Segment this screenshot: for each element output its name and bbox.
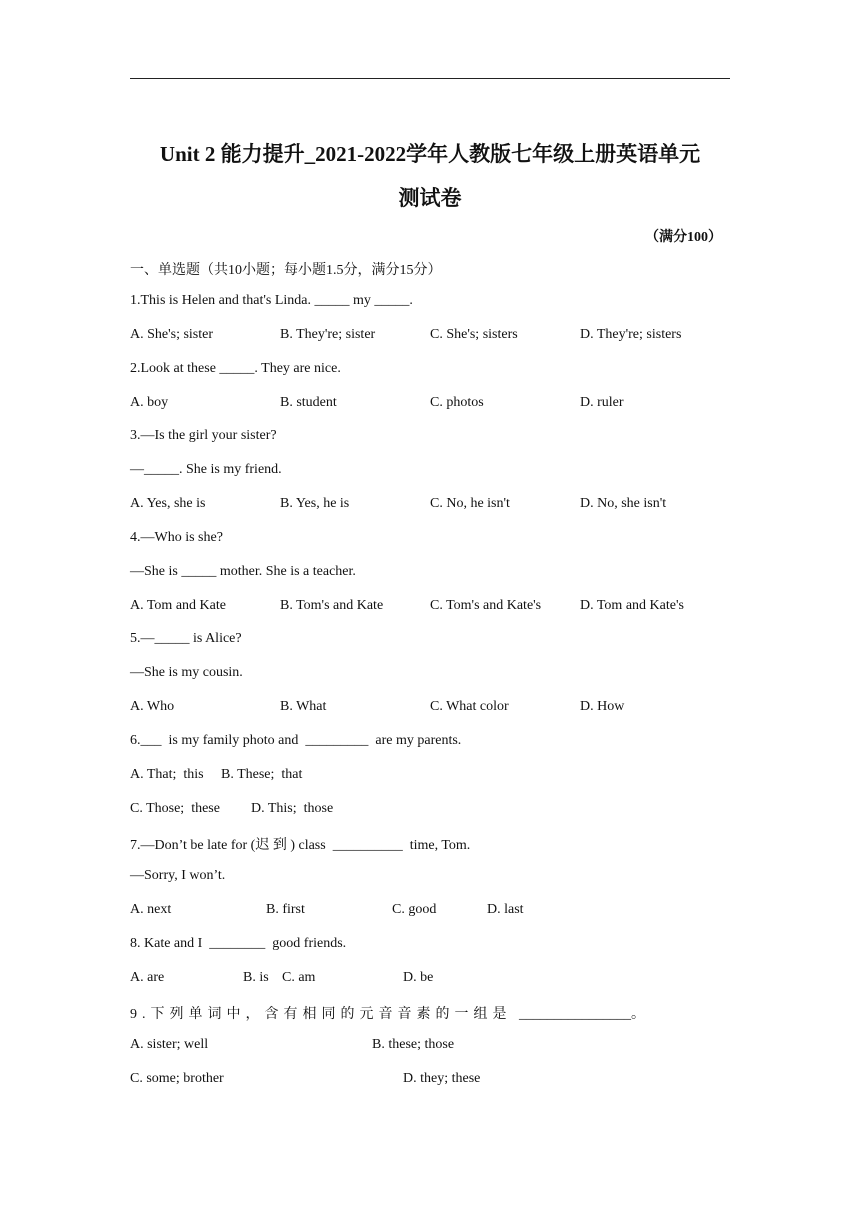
question-5-option-b: B. What: [280, 699, 327, 714]
question-8-option-c: C. am: [282, 970, 316, 985]
question-5-option-c: C. What color: [430, 699, 509, 714]
question-3-option-b: B. Yes, he is: [280, 496, 350, 511]
question-5-stem-reply: —She is my cousin.: [130, 665, 243, 680]
question-4-option-b: B. Tom's and Kate: [280, 598, 384, 613]
question-3-stem: 3.—Is the girl your sister?: [130, 428, 277, 443]
question-4-stem: 4.—Who is she?: [130, 530, 223, 545]
question-6-stem: 6.___ is my family photo and _________ are my parents.: [130, 733, 462, 748]
question-9-answer-blank: ________________。: [519, 1007, 645, 1022]
question-6-option-a: A. That; this: [130, 767, 204, 782]
question-1-option-a: A. She's; sister: [130, 327, 214, 342]
question-6-option-b: B. These; that: [221, 767, 303, 782]
question-2-option-c: C. photos: [430, 395, 484, 410]
header-rule: [130, 78, 730, 79]
question-2-option-b: B. student: [280, 395, 337, 410]
question-5-option-d: D. How: [580, 699, 625, 714]
section-heading: 一、单选题（共10小题；每小题1.5分，满分15分）: [130, 263, 442, 278]
page-title-line-2: 测试卷: [398, 186, 462, 210]
question-1-stem: 1.This is Helen and that's Linda. _____ my _____.: [130, 293, 413, 308]
question-7-option-d: D. last: [487, 902, 524, 917]
question-5-option-a: A. Who: [130, 699, 175, 714]
question-8-option-d: D. be: [403, 970, 434, 985]
question-9-option-d: D. they; these: [403, 1071, 481, 1086]
question-4-stem-reply: —She is _____ mother. She is a teacher.: [130, 564, 356, 579]
question-1-option-c: C. She's; sisters: [430, 327, 518, 342]
question-4-option-c: C. Tom's and Kate's: [430, 598, 542, 613]
question-8-option-b: B. is: [243, 970, 269, 985]
question-8-stem: 8. Kate and I ________ good friends.: [130, 936, 347, 951]
question-7-stem: 7.—Don’t be late for (迟 到 ) class __________ time, Tom.: [130, 838, 471, 853]
question-9-stem: 9.下列单词中，含有相同的元音音素的一组是: [130, 1007, 512, 1022]
question-7-stem-reply: —Sorry, I won’t.: [130, 868, 226, 883]
question-9-option-c: C. some; brother: [130, 1071, 224, 1086]
question-3-option-d: D. No, she isn't: [580, 496, 667, 511]
question-3-option-a: A. Yes, she is: [130, 496, 206, 511]
question-6-option-d: D. This; those: [251, 801, 334, 816]
question-7-option-a: A. next: [130, 902, 172, 917]
question-1-option-d: D. They're; sisters: [580, 327, 682, 342]
page-title-line-1: Unit 2 能力提升_2021-2022学年人教版七年级上册英语单元: [159, 142, 701, 166]
full-score-note: （满分100）: [645, 230, 722, 245]
question-3-option-c: C. No, he isn't: [430, 496, 510, 511]
question-3-stem-reply: —_____. She is my friend.: [130, 462, 282, 477]
question-8-option-a: A. are: [130, 970, 165, 985]
question-6-option-c: C. Those; these: [130, 801, 220, 816]
question-7-option-b: B. first: [266, 902, 305, 917]
question-2-option-a: A. boy: [130, 395, 169, 410]
question-2-stem: 2.Look at these _____. They are nice.: [130, 361, 341, 376]
question-4-option-a: A. Tom and Kate: [130, 598, 226, 613]
question-4-option-d: D. Tom and Kate's: [580, 598, 684, 613]
question-9-option-a: A. sister; well: [130, 1037, 209, 1052]
question-2-option-d: D. ruler: [580, 395, 624, 410]
question-5-stem: 5.—_____ is Alice?: [130, 631, 242, 646]
question-1-option-b: B. They're; sister: [280, 327, 376, 342]
question-9-option-b: B. these; those: [372, 1037, 455, 1052]
question-7-option-c: C. good: [392, 902, 437, 917]
